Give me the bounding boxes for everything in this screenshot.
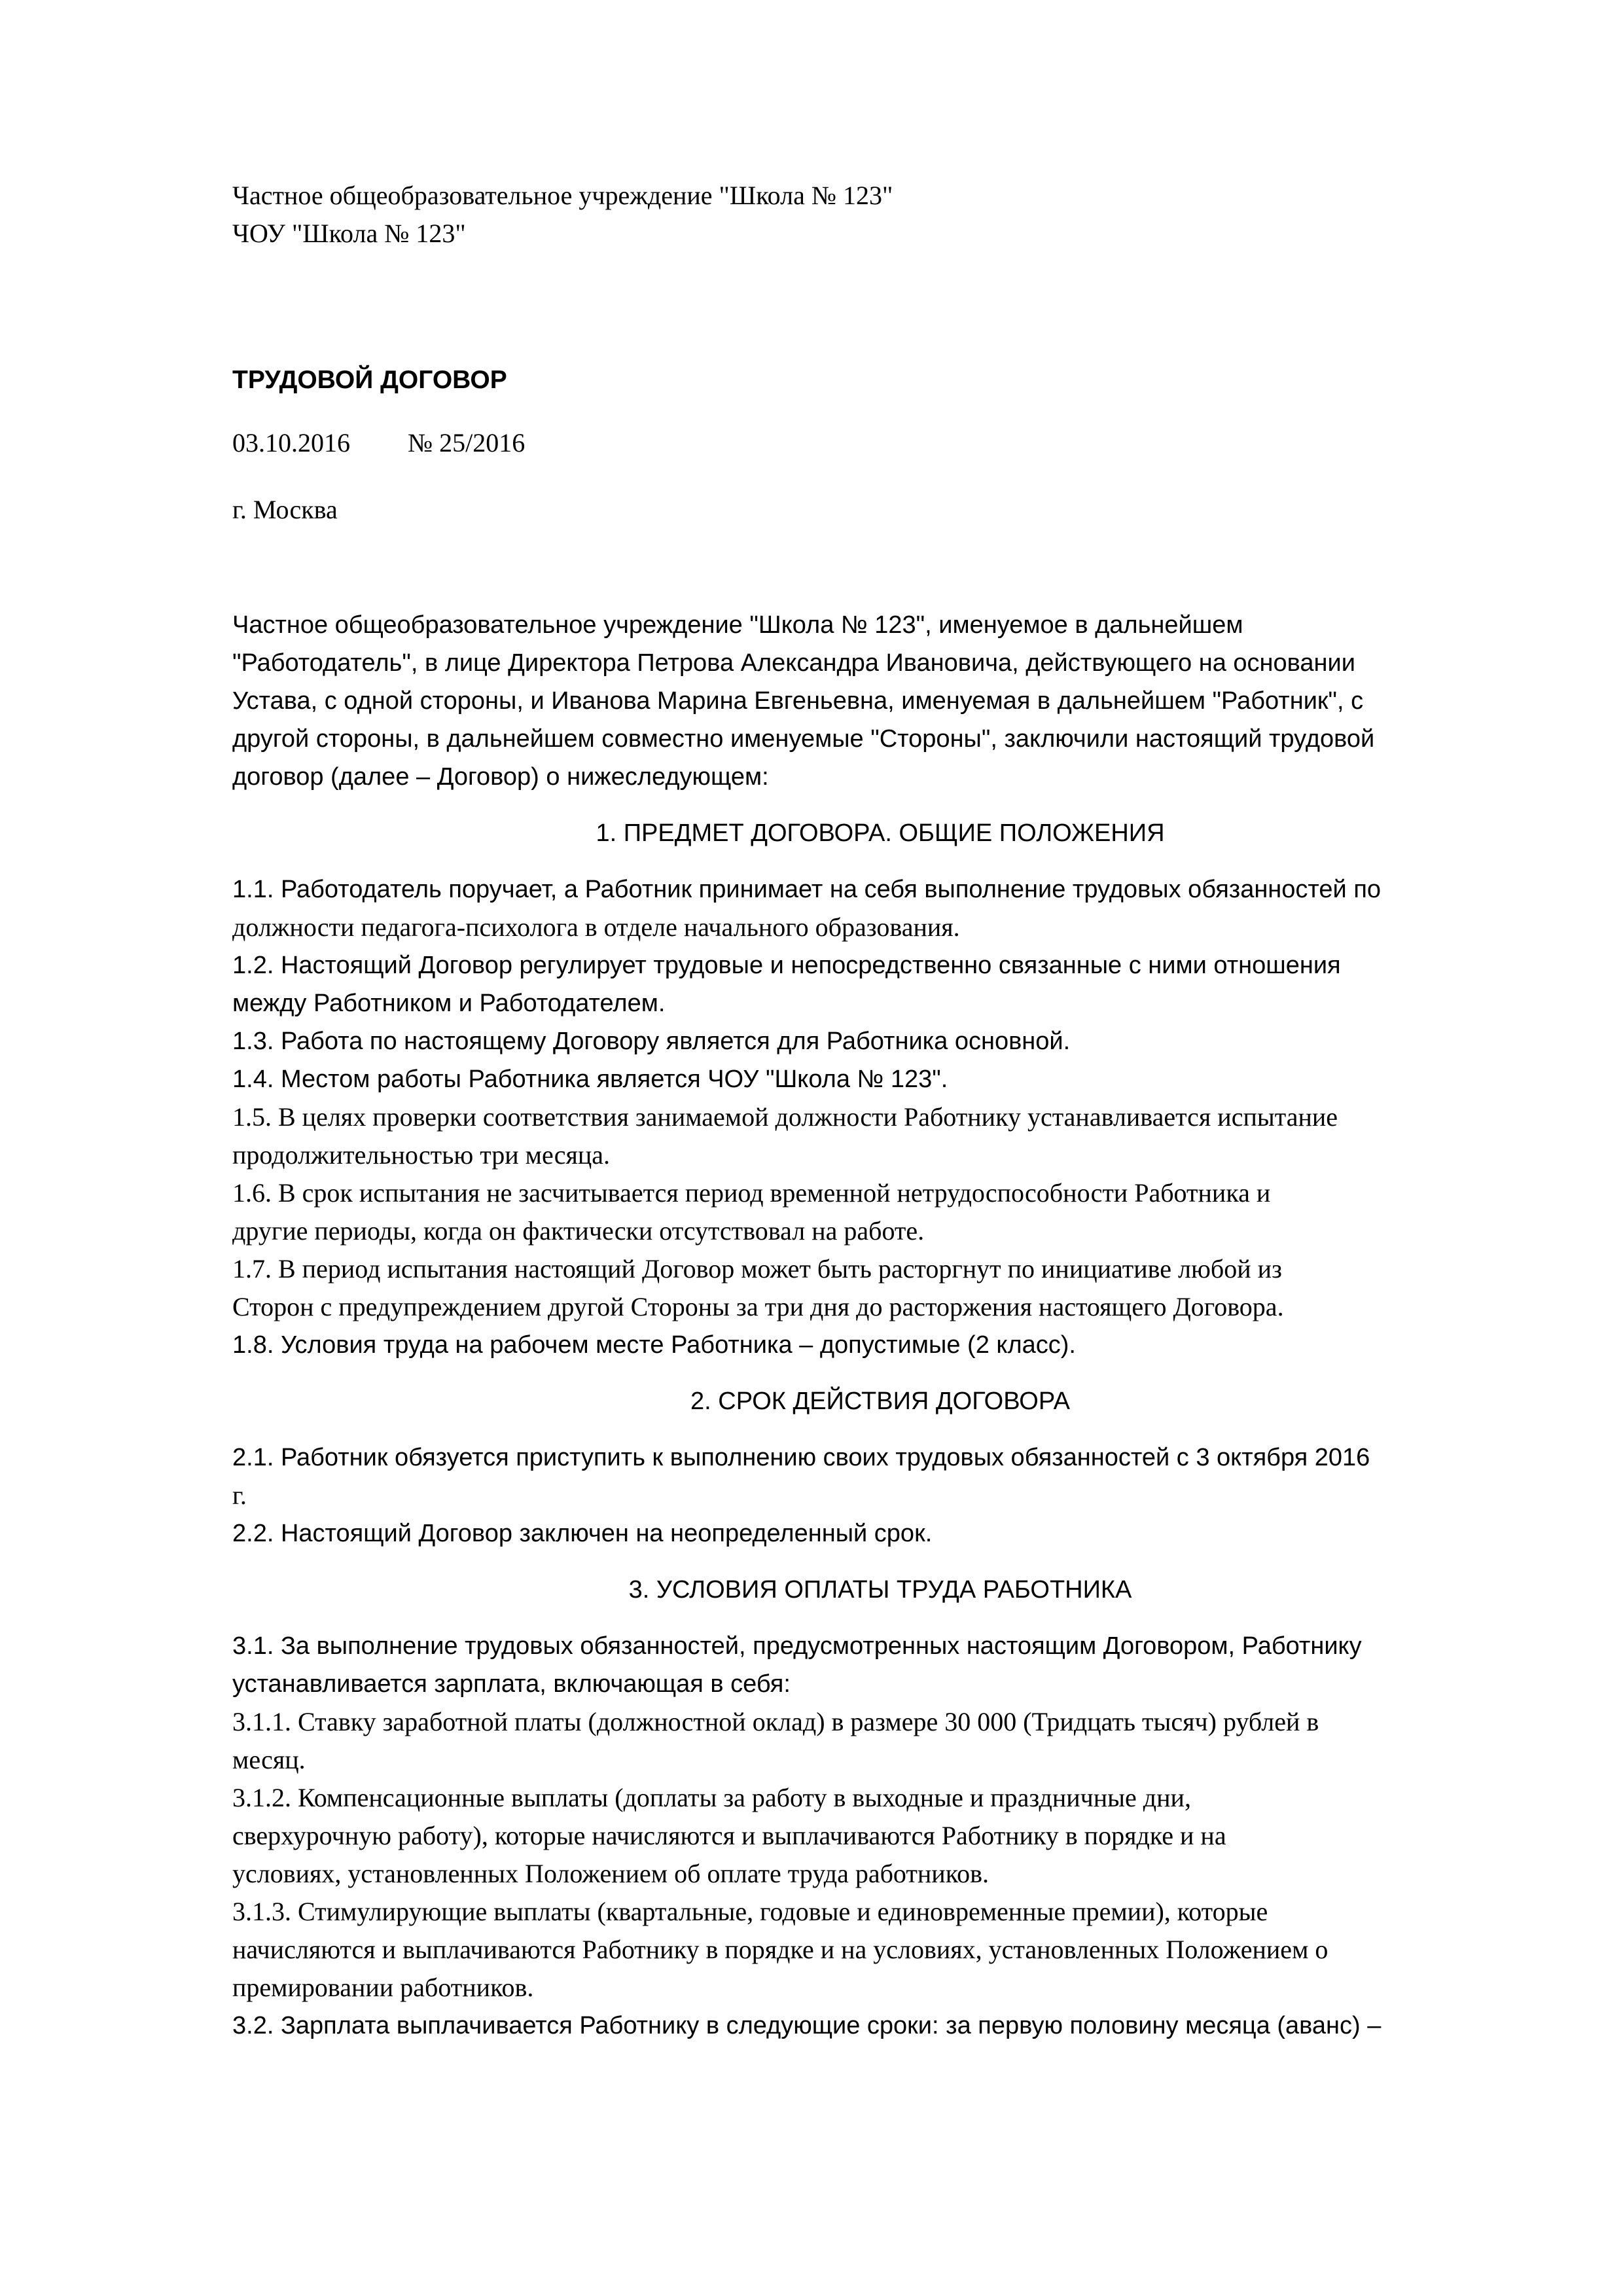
section-body-2 <box>232 1439 1528 1552</box>
preamble-line: "Работодатель", в лице Директора Петрова Александра Ивановича, действующего на основании <box>232 649 1355 677</box>
clause-line: 3.1.3. Стимулирующие выплаты (квартальные, годовые и единовременные премии), которые <box>232 1897 1268 1926</box>
clause-line: 1.2. Настоящий Договор регулирует трудовые и непосредственно связанные с ними отношения <box>232 952 1341 979</box>
document-header <box>232 177 1528 253</box>
document-page <box>232 177 1528 2045</box>
clause-line: 1.5. В целях проверки соответствия занимаемой должности Работнику устанавливается испытание <box>232 1102 1338 1132</box>
clause-line: 3.2. Зарплата выплачивается Работнику в следующие сроки: за первую половину месяца (аванс) – <box>232 2012 1382 2039</box>
clause-line: 3.1.1. Ставку заработной платы (должностной оклад) в размере 30 000 (Тридцать тысяч) рублей в <box>232 1707 1319 1736</box>
section-heading-2: 2. СРОК ДЕЙСТВИЯ ДОГОВОРА <box>690 1388 1070 1415</box>
clause-line: 3.1. За выполнение трудовых обязанностей, предусмотренных настоящим Договором, Работнику <box>232 1632 1362 1660</box>
preamble-line: Устава, с одной стороны, и Иванова Марина Евгеньевна, именуемая в дальнейшем "Работник", с <box>232 687 1364 715</box>
clause-line: сверхурочную работу), которые начисляются и выплачиваются Работнику в порядке и на <box>232 1821 1226 1850</box>
clause-line: 1.8. Условия труда на рабочем месте Работника – допустимые (2 класс). <box>232 1331 1076 1359</box>
clause-line: 1.6. В срок испытания не засчитывается период временной нетрудоспособности Работника и <box>232 1178 1271 1208</box>
org-full-name: Частное общеобразовательное учреждение "Школа № 123" <box>232 181 893 210</box>
document-city: г. Москва <box>232 495 338 524</box>
document-title: ТРУДОВОЙ ДОГОВОР <box>232 366 507 394</box>
preamble-line: Частное общеобразовательное учреждение "Школа № 123", именуемое в дальнейшем <box>232 611 1243 639</box>
preamble <box>232 606 1528 796</box>
section-body-3 <box>232 1627 1528 2045</box>
clause-line: 1.7. В период испытания настоящий Договор может быть расторгнут по инициативе любой из <box>232 1254 1282 1283</box>
clause-line: 1.3. Работа по настоящему Договору является для Работника основной. <box>232 1028 1071 1055</box>
clause-line: премировании работников. <box>232 1973 534 2002</box>
section-body-1 <box>232 870 1528 1364</box>
clause-line: должности педагога-психолога в отделе начального образования. <box>232 912 960 942</box>
date-number-row <box>232 424 1528 462</box>
clause-line: Сторон с предупреждением другой Стороны за три дня до расторжения настоящего Договора. <box>232 1292 1284 1321</box>
clause-line: 3.1.2. Компенсационные выплаты (доплаты за работу в выходные и праздничные дни, <box>232 1783 1191 1812</box>
section-heading-1: 1. ПРЕДМЕТ ДОГОВОРА. ОБЩИЕ ПОЛОЖЕНИЯ <box>596 819 1165 847</box>
section-heading-3: 3. УСЛОВИЯ ОПЛАТЫ ТРУДА РАБОТНИКА <box>628 1576 1132 1604</box>
document-date: 03.10.2016 <box>232 428 350 457</box>
clause-line: г. <box>232 1480 247 1510</box>
preamble-line: другой стороны, в дальнейшем совместно именуемые "Стороны", заключили настоящий трудовой <box>232 725 1375 753</box>
clause-line: условиях, установленных Положением об оплате труда работников. <box>232 1859 989 1888</box>
org-short-name: ЧОУ "Школа № 123" <box>232 219 466 248</box>
clause-line: 2.1. Работник обязуется приступить к выполнению своих трудовых обязанностей с 3 октября 2016 <box>232 1444 1370 1471</box>
clause-line: 1.4. Местом работы Работника является ЧОУ "Школа № 123". <box>232 1066 948 1093</box>
clause-line: месяц. <box>232 1745 306 1774</box>
clause-line: устанавливается зарплата, включающая в себя: <box>232 1670 791 1698</box>
clause-line: 1.1. Работодатель поручает, а Работник принимает на себя выполнение трудовых обязанностей по <box>232 876 1382 903</box>
clause-line: начисляются и выплачиваются Работнику в порядке и на условиях, установленных Положением о <box>232 1935 1329 1964</box>
document-number: № 25/2016 <box>408 428 526 457</box>
clause-line: между Работником и Работодателем. <box>232 990 666 1017</box>
preamble-line: договор (далее – Договор) о нижеследующем: <box>232 763 769 791</box>
clause-line: 2.2. Настоящий Договор заключен на неопределенный срок. <box>232 1520 933 1547</box>
clause-line: другие периоды, когда он фактически отсутствовал на работе. <box>232 1216 925 1246</box>
clause-line: продолжительностью три месяца. <box>232 1140 611 1170</box>
